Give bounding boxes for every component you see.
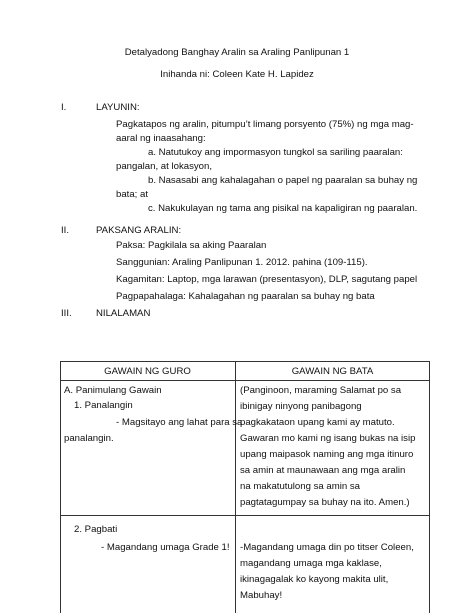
guro-panalangin-label: 1. Panalangin bbox=[74, 400, 133, 411]
bata-prayer-line: Gawaran mo kami ng isang bukas na isip bbox=[240, 433, 416, 444]
objective-b-line1: b. Nasasabi ang kahalagahan o papel ng paaralan sa buhay ng bbox=[148, 175, 418, 186]
bata-prayer-line: pagkakataon upang kami ay matuto. bbox=[240, 417, 395, 428]
section-one-title: LAYUNIN: bbox=[96, 102, 140, 113]
guro-panalangin-text-line2: panalangin. bbox=[64, 433, 114, 444]
table-right-border bbox=[429, 361, 430, 613]
paksa-line: Paksa: Pagkilala sa aking Paaralan bbox=[116, 240, 267, 251]
bata-greeting-line: -Magandang umaga din po titser Coleen, bbox=[240, 542, 414, 553]
sanggunian-line: Sanggunian: Araling Panlipunan 1. 2012. pahina (109-115). bbox=[116, 257, 368, 268]
section-two-numeral: II. bbox=[61, 225, 69, 236]
author-line: Inihanda ni: Coleen Kate H. Lapidez bbox=[160, 69, 314, 80]
bata-prayer-line: sa amin at maunawaan ang mga aralin bbox=[240, 465, 406, 476]
bata-prayer-line: ibinigay ninyong panibagong bbox=[240, 401, 362, 412]
bata-greeting-line: ikinagagalak ko kayong makita ulit, bbox=[240, 574, 389, 585]
section-one-numeral: I. bbox=[61, 102, 67, 113]
section-three-title: NILALAMAN bbox=[96, 308, 151, 319]
table-top-border bbox=[60, 361, 430, 362]
document-title: Detalyadong Banghay Aralin sa Araling Panlipunan 1 bbox=[124, 47, 350, 58]
bata-greeting-line: Mabuhay! bbox=[240, 590, 283, 601]
bata-prayer-line: (Panginoon, maraming Salamat po sa bbox=[240, 385, 402, 396]
bata-prayer-line: na makatutulong sa amin sa bbox=[240, 481, 360, 492]
objective-c-line1: c. Nakukulayan ng tama ang pisikal na kapaligiran ng paaralan. bbox=[148, 203, 418, 214]
section-two-title: PAKSANG ARALIN: bbox=[96, 225, 182, 236]
table-header-divider bbox=[60, 380, 430, 381]
table-left-border bbox=[60, 361, 61, 613]
header-gawain-ng-bata: GAWAIN NG BATA bbox=[291, 366, 374, 377]
objective-a-line2: pangalan, at lokasyon, bbox=[116, 161, 213, 172]
guro-pagbati-label: 2. Pagbati bbox=[74, 524, 118, 535]
header-gawain-ng-guro: GAWAIN NG GURO bbox=[104, 366, 191, 377]
bata-prayer-line: pagtatagumpay sa buhay na ito. Amen.) bbox=[240, 497, 410, 508]
bata-greeting-line: magandang umaga mga kaklase, bbox=[240, 558, 382, 569]
lesson-table bbox=[60, 361, 430, 613]
table-column-divider bbox=[235, 361, 236, 613]
objective-b-line2: bata; at bbox=[116, 189, 149, 200]
section-three-numeral: III. bbox=[61, 308, 72, 319]
pagpapahalaga-line: Pagpapahalaga: Kahalagahan ng paaralan sa buhay ng bata bbox=[116, 291, 375, 302]
table-row-divider bbox=[60, 515, 430, 516]
bata-prayer-line: upang maipasok naming ang mga itinuro bbox=[240, 449, 414, 460]
guro-panimulang-gawain: A. Panimulang Gawain bbox=[64, 385, 162, 396]
kagamitan-line: Kagamitan: Laptop, mga larawan (presentasyon), DLP, sagutang papel bbox=[116, 274, 418, 285]
objective-intro-line2: aaral ng inaasahang: bbox=[116, 133, 206, 144]
objective-a-line1: a. Natutukoy ang impormasyon tungkol sa sariling paaralan: bbox=[148, 147, 403, 158]
objective-intro-line1: Pagkatapos ng aralin, pitumpu’t limang porsyento (75%) ng mga mag- bbox=[116, 119, 414, 130]
guro-panalangin-text-line1: - Magsitayo ang lahat para sa bbox=[116, 417, 243, 428]
guro-pagbati-text: - Magandang umaga Grade 1! bbox=[101, 542, 230, 553]
